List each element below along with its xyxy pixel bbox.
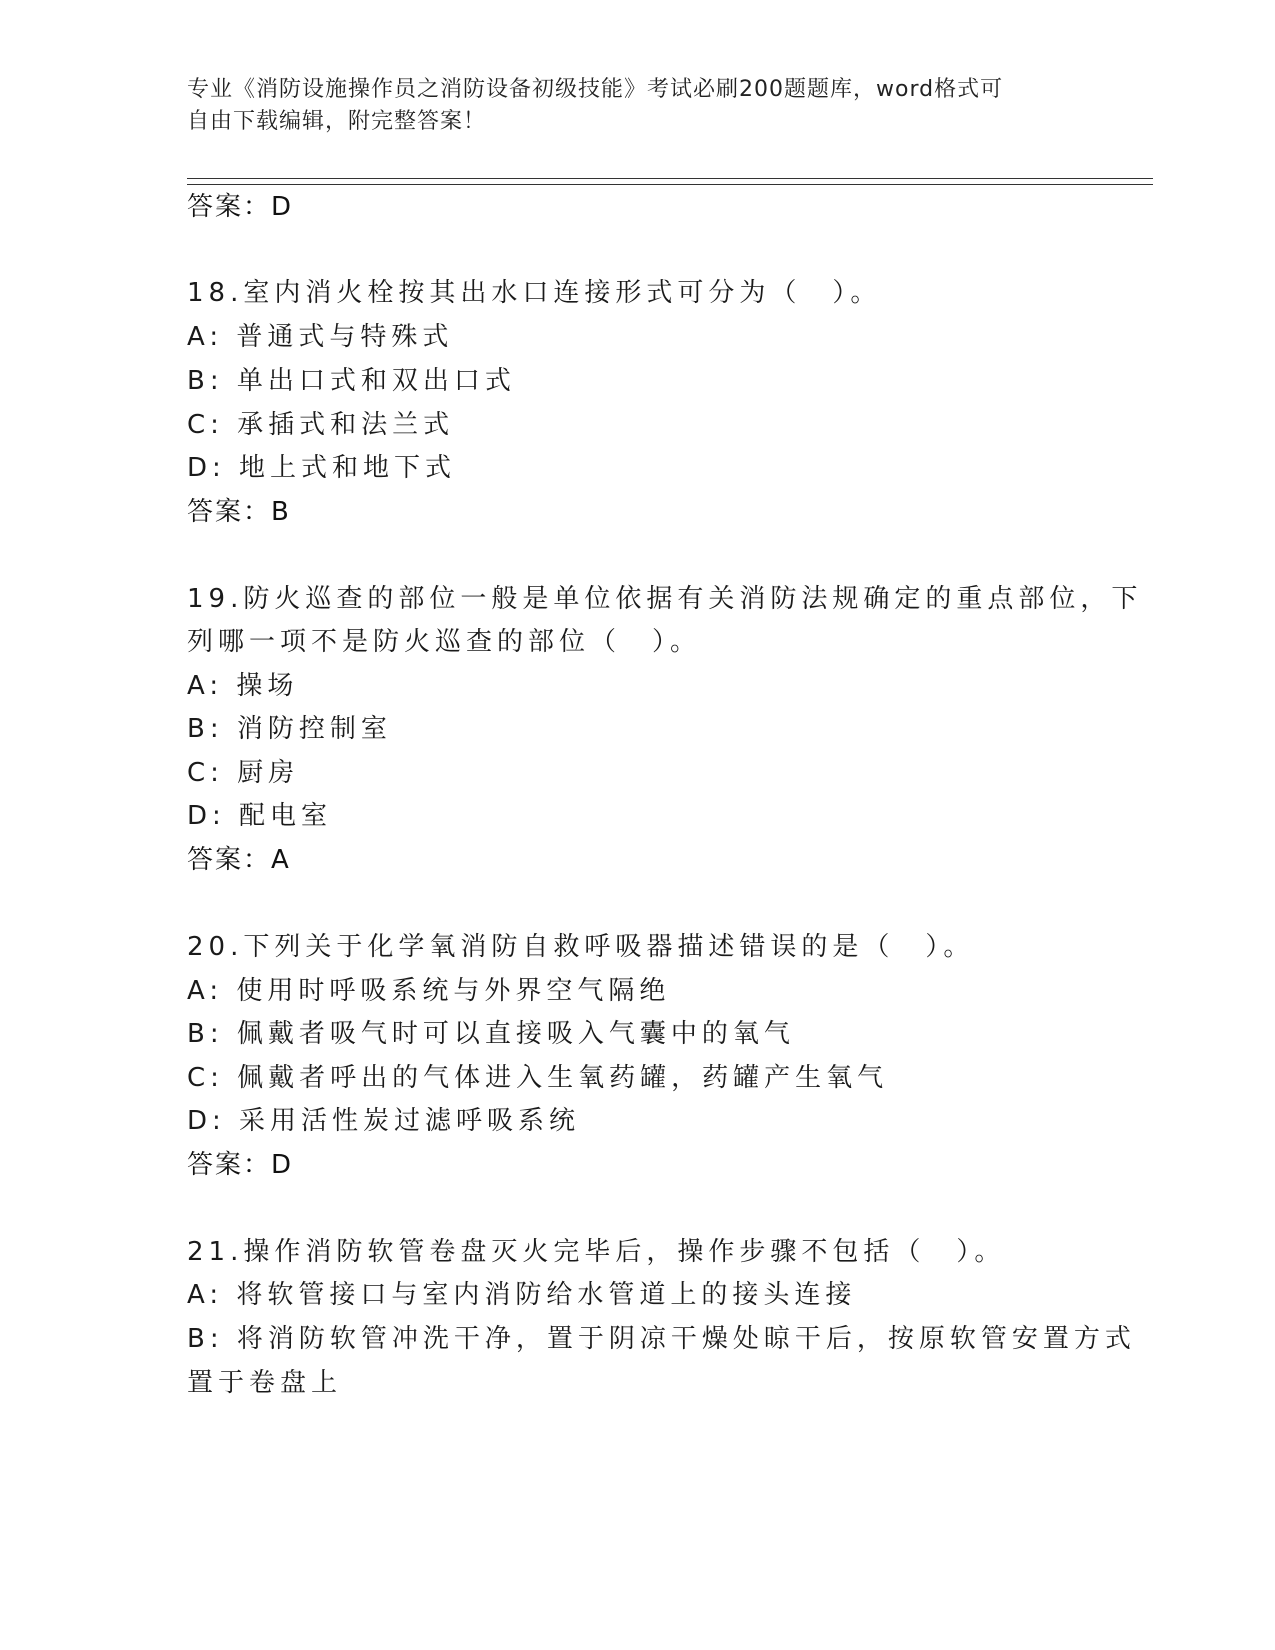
header-text-line-1: 专业《消防设施操作员之消防设备初级技能》考试必刷200题题库，word格式可 xyxy=(187,77,1004,102)
question-20-option-c: C: 佩戴者呼出的气体进入生氧药罐，药罐产生氧气 xyxy=(187,1063,889,1093)
header-divider-top xyxy=(187,178,1153,179)
question-19-option-c: C: 厨房 xyxy=(187,758,300,788)
question-18-option-a: A: 普通式与特殊式 xyxy=(187,322,454,352)
question-19-answer: 答案：A xyxy=(187,845,291,875)
header-text-line-2: 自由下载编辑，附完整答案！ xyxy=(187,109,487,134)
question-19-option-d: D: 配电室 xyxy=(187,801,333,831)
question-18-option-b: B: 单出口式和双出口式 xyxy=(187,366,516,396)
question-18-answer: 答案：B xyxy=(187,497,291,527)
question-20-answer: 答案：D xyxy=(187,1150,294,1180)
question-stem-19-line-1: 19.防火巡查的部位一般是单位依据有关消防法规确定的重点部位，下 xyxy=(187,584,1143,614)
question-20-option-d: D: 采用活性炭过滤呼吸系统 xyxy=(187,1106,581,1136)
question-19-option-a: A: 操场 xyxy=(187,671,299,701)
question-20-option-b: B: 佩戴者吸气时可以直接吸入气囊中的氧气 xyxy=(187,1019,795,1049)
question-21-option-b-line-1: B: 将消防软管冲洗干净，置于阴凉干燥处晾干后，按原软管安置方式 xyxy=(187,1324,1136,1354)
question-stem-19-line-2: 列哪一项不是防火巡查的部位（ ）。 xyxy=(187,627,702,657)
question-18-option-d: D: 地上式和地下式 xyxy=(187,453,457,483)
question-21-option-a: A: 将软管接口与室内消防给水管道上的接头连接 xyxy=(187,1280,857,1310)
page-header xyxy=(187,74,1067,138)
question-20-option-a: A: 使用时呼吸系统与外界空气隔绝 xyxy=(187,976,671,1006)
question-21-option-b-line-2: 置于卷盘上 xyxy=(187,1368,343,1398)
header-divider-bottom xyxy=(187,184,1153,185)
question-stem-20: 20.下列关于化学氧消防自救呼吸器描述错误的是（ ）。 xyxy=(187,932,975,962)
question-stem-18: 18.室内消火栓按其出水口连接形式可分为（ ）。 xyxy=(187,278,882,308)
question-18-option-c: C: 承插式和法兰式 xyxy=(187,410,455,440)
question-19-option-b: B: 消防控制室 xyxy=(187,714,392,744)
question-stem-21: 21.操作消防软管卷盘灭火完毕后，操作步骤不包括（ ）。 xyxy=(187,1237,1006,1267)
answer-line: 答案：D xyxy=(187,192,294,222)
